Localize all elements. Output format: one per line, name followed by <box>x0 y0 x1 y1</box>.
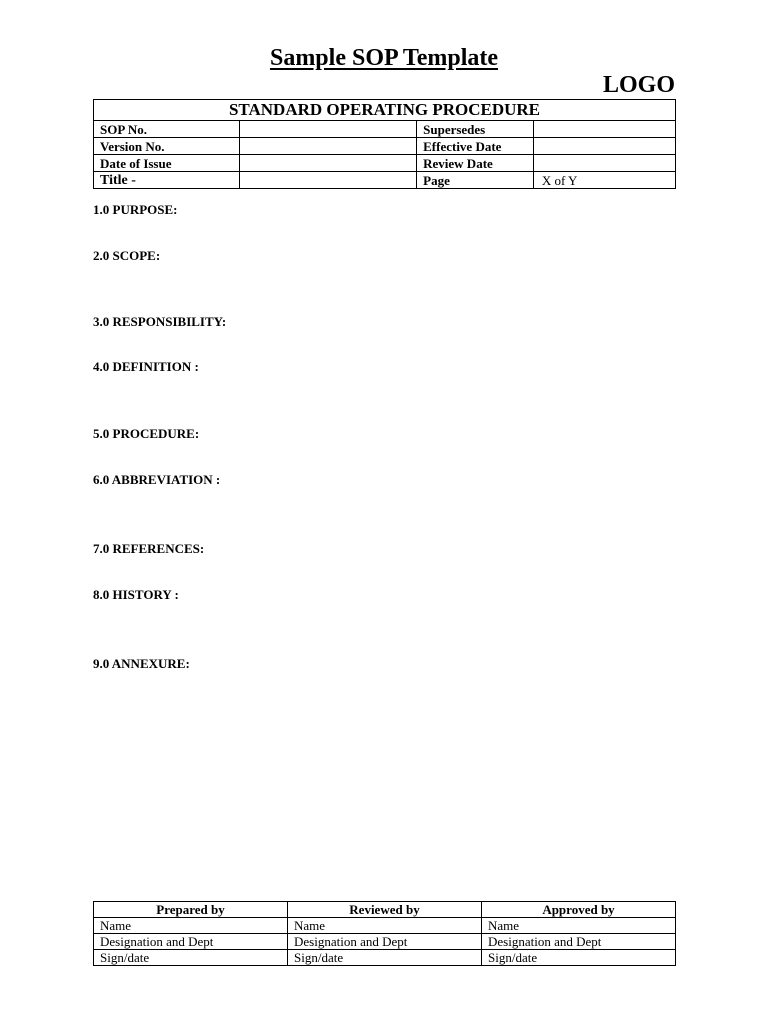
date-of-issue-value[interactable] <box>240 155 417 172</box>
review-date-label: Review Date <box>417 155 534 172</box>
section-references: 7.0 REFERENCES: <box>93 541 205 556</box>
prepared-name-cell[interactable]: Name <box>94 918 288 934</box>
approved-sign-cell[interactable]: Sign/date <box>482 950 676 966</box>
version-no-label: Version No. <box>94 138 240 155</box>
sop-header-table <box>93 99 676 189</box>
reviewed-name-cell[interactable]: Name <box>288 918 482 934</box>
prepared-sign-cell[interactable]: Sign/date <box>94 950 288 966</box>
document-title-text: Sample SOP Template <box>269 45 499 71</box>
header-row-title <box>94 172 676 189</box>
date-of-issue-label: Date of Issue <box>94 155 240 172</box>
title-label: Title - <box>94 172 240 189</box>
section-history: 8.0 HISTORY : <box>93 587 179 602</box>
sop-no-value[interactable] <box>240 121 417 138</box>
effective-date-value[interactable] <box>533 138 675 155</box>
prepared-by-header: Prepared by <box>94 902 288 918</box>
sop-no-label: SOP No. <box>94 121 240 138</box>
section-definition: 4.0 DEFINITION : <box>93 359 199 374</box>
prepared-designation-cell[interactable]: Designation and Dept <box>94 934 288 950</box>
approved-by-header: Approved by <box>482 902 676 918</box>
section-purpose: 1.0 PURPOSE: <box>93 202 178 217</box>
supersedes-value[interactable] <box>533 121 675 138</box>
signoff-name-row <box>94 918 676 934</box>
reviewed-designation-cell[interactable]: Designation and Dept <box>288 934 482 950</box>
approved-name-cell[interactable]: Name <box>482 918 676 934</box>
page-label: Page <box>417 172 534 189</box>
header-row-issue <box>94 155 676 172</box>
logo: LOGO <box>602 72 675 98</box>
signoff-sign-row <box>94 950 676 966</box>
version-no-value[interactable] <box>240 138 417 155</box>
reviewed-sign-cell[interactable]: Sign/date <box>288 950 482 966</box>
sop-banner: STANDARD OPERATING PROCEDURE <box>94 100 676 121</box>
header-row-version <box>94 138 676 155</box>
signoff-designation-row <box>94 934 676 950</box>
section-annexure: 9.0 ANNEXURE: <box>93 656 190 671</box>
reviewed-by-header: Reviewed by <box>288 902 482 918</box>
section-abbreviation: 6.0 ABBREVIATION : <box>93 472 221 487</box>
supersedes-label: Supersedes <box>417 121 534 138</box>
section-responsibility: 3.0 RESPONSIBILITY: <box>93 314 227 329</box>
effective-date-label: Effective Date <box>417 138 534 155</box>
signoff-header-row <box>94 902 676 918</box>
approved-designation-cell[interactable]: Designation and Dept <box>482 934 676 950</box>
section-scope: 2.0 SCOPE: <box>93 248 161 263</box>
page-value: X of Y <box>533 172 675 189</box>
review-date-value[interactable] <box>533 155 675 172</box>
section-procedure: 5.0 PROCEDURE: <box>93 426 200 441</box>
title-value[interactable] <box>240 172 417 189</box>
header-row-sop-no <box>94 121 676 138</box>
signoff-table <box>93 901 676 966</box>
